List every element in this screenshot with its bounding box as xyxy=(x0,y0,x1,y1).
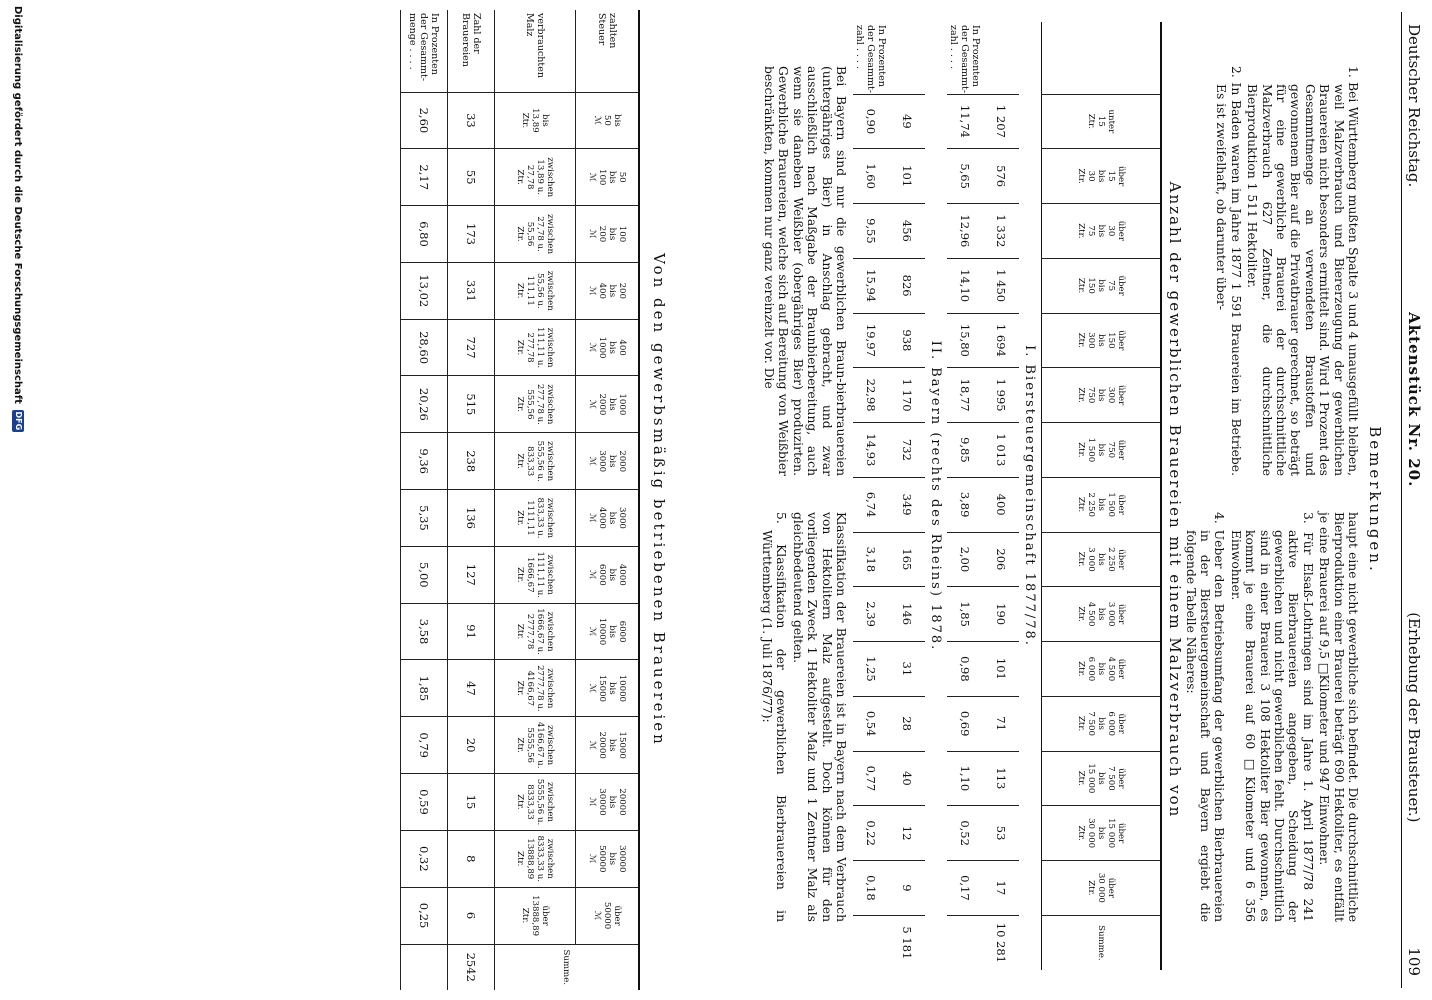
sum-cell-empty xyxy=(401,944,448,990)
table1-section-caption: II. Bayern (rechts des Rheins) 1878. xyxy=(928,340,944,652)
table1-column-header: über 150 bis 300 Ztr. xyxy=(1042,313,1162,368)
table1-column-header: über 15 000 bis 30 000 Ztr. xyxy=(1042,806,1162,861)
footer-text: Digitalisierung gefördert durch die Deutsche Forschungsgemeinschaft xyxy=(12,6,24,404)
remarks-title: Bemerkungen. xyxy=(1366,426,1384,574)
table-cell: 100 bis 200 ℳ xyxy=(576,206,640,263)
table-cell: 113 xyxy=(983,751,1019,806)
table-cell: 5,35 xyxy=(401,490,448,547)
table-cell: 28 xyxy=(889,696,925,751)
table-cell: 0,17 xyxy=(947,861,983,916)
row-label: zahlten Steuer xyxy=(596,13,618,49)
table-cell: 515 xyxy=(448,376,495,433)
header-center: Aktenstück Nr. 20. xyxy=(1405,312,1423,488)
row-label: In Prozenten der Gesammt- zahl . . . . xyxy=(854,25,888,94)
table-cell: 9,55 xyxy=(853,204,889,259)
table-cell: 6000 bis 10000 ℳ xyxy=(576,603,640,660)
table-cell: 14,93 xyxy=(853,423,889,478)
malt-usage-table xyxy=(853,22,1162,970)
table-cell: zwischen 5555,56 u. 8333,33 Ztr. xyxy=(495,774,576,831)
table-cell: 11,74 xyxy=(947,94,983,149)
header-rule xyxy=(1401,12,1402,988)
table-cell: 1,85 xyxy=(947,587,983,642)
table-cell: zwischen 277,78 u. 555,56 Ztr. xyxy=(495,376,576,433)
table-cell: 19,97 xyxy=(853,313,889,368)
table-cell: 18,77 xyxy=(947,368,983,423)
table-cell: 47 xyxy=(448,660,495,717)
table-cell: 13,02 xyxy=(401,262,448,319)
remarks-right-column xyxy=(1181,512,1360,922)
table-cell: zwischen 1666,67 u. 2777,78 Ztr. xyxy=(495,603,576,660)
table-cell: 12,96 xyxy=(947,204,983,259)
table-cell: 1 013 xyxy=(983,423,1019,478)
digitization-footer xyxy=(8,6,28,994)
sum-cell: 2542 xyxy=(448,944,495,990)
table1-column-header: über 30 000 Ztr. xyxy=(1042,861,1162,916)
page-number: 109 xyxy=(1405,947,1423,976)
table-cell: 53 xyxy=(983,806,1019,861)
table-cell: 1 170 xyxy=(889,368,925,423)
table-cell: 12 xyxy=(889,806,925,861)
table-cell: 0,25 xyxy=(401,887,448,944)
table1-column-header: Summe. xyxy=(1042,915,1162,970)
table-cell: 0,59 xyxy=(401,774,448,831)
table-cell: 8 xyxy=(448,830,495,887)
table-cell: 0,90 xyxy=(853,94,889,149)
table-cell: 2,39 xyxy=(853,587,889,642)
table-cell: 91 xyxy=(448,603,495,660)
table-cell: 101 xyxy=(889,149,925,204)
table-cell: 101 xyxy=(983,642,1019,697)
table-cell: 31 xyxy=(889,642,925,697)
table-cell xyxy=(947,915,983,970)
table-cell: über 50000 ℳ xyxy=(576,887,640,944)
table-cell: 15,80 xyxy=(947,313,983,368)
table-cell: 10 281 xyxy=(983,915,1019,970)
table-cell: 15 xyxy=(448,774,495,831)
table-row xyxy=(853,22,889,970)
table-cell: 1,60 xyxy=(853,149,889,204)
table-cell: 14,10 xyxy=(947,258,983,313)
bavaria-text-right xyxy=(758,512,848,922)
table-cell: zwischen 111,11 u. 277,78 Ztr. xyxy=(495,319,576,376)
table-row xyxy=(889,22,925,970)
table1-column-header: unter 15 Ztr. xyxy=(1042,94,1162,149)
table-cell: 30000 bis 50000 ℳ xyxy=(576,830,640,887)
table-cell: 3,18 xyxy=(853,532,889,587)
bavaria-paragraph: Bei Bayern sind nur die gewerblichen Braun-bierbrauereien (untergähriges Bier) in Anschlag gebracht, und zwar ausschließlich nach Maßgabe der Braunbierbereitung, auch wenn sie daneben Weißbier (obergähriges Bier) produzirten. Gewerbliche Brauereien, welche sich auf Bereitung von Weißbier beschränkten, kommen nur ganz vereinzelt vor. Die xyxy=(761,66,848,476)
remarks-left-column xyxy=(1212,66,1360,476)
table-cell: 0,79 xyxy=(401,717,448,774)
table-cell: 190 xyxy=(983,587,1019,642)
table-cell: 1,25 xyxy=(853,642,889,697)
table-cell: 5,00 xyxy=(401,546,448,603)
table-cell: 826 xyxy=(889,258,925,313)
table-cell: 1,10 xyxy=(947,751,983,806)
wuerttemberg-breweries-table xyxy=(400,10,640,990)
table-cell: 17 xyxy=(983,861,1019,916)
remark-item: haupt eine nicht gewerbliche sich befindet. Die durchschnittliche Bierproduktion einer Brauerei beträgt 690 Hektoliter, es entfällt je eine Brauerei auf 9,5 □Kilometer und 947 Einwohner. xyxy=(1317,512,1360,922)
table-cell: 173 xyxy=(448,206,495,263)
table1-column-header: über 30 bis 75 Ztr. xyxy=(1042,204,1162,259)
table-row xyxy=(401,10,448,990)
table1-column-header: über 3 000 bis 4 500 Ztr. xyxy=(1042,587,1162,642)
table-cell: 1000 bis 2000 ℳ xyxy=(576,376,640,433)
table-cell: 0,98 xyxy=(947,642,983,697)
table-cell: 33 xyxy=(448,92,495,149)
table-row xyxy=(448,10,495,990)
table-cell: über 13888,89 Ztr. xyxy=(495,887,576,944)
table-cell: zwischen 833,33 u. 1111,11 Ztr. xyxy=(495,490,576,547)
table-cell: 238 xyxy=(448,433,495,490)
table-cell: 206 xyxy=(983,532,1019,587)
table-cell: 0,32 xyxy=(401,830,448,887)
table-cell: 5,65 xyxy=(947,149,983,204)
table-row xyxy=(983,22,1019,970)
table-cell: 5 181 xyxy=(889,915,925,970)
table-cell: 6 xyxy=(448,887,495,944)
table-cell: zwischen 555,56 u. 833,33 Ztr. xyxy=(495,433,576,490)
table-cell: zwischen 8333,33 u. 13888,89 Ztr. xyxy=(495,830,576,887)
row-label: verbrauchten Malz xyxy=(524,13,546,78)
table1-title: Anzahl der gewerblichen Brauereien mit einem Malzverbrauch von xyxy=(1166,181,1184,819)
dfg-logo: DFG xyxy=(14,411,23,431)
table-cell: 127 xyxy=(448,546,495,603)
table-cell: 2000 bis 3000 ℳ xyxy=(576,433,640,490)
row-label xyxy=(889,22,925,94)
table-cell: 576 xyxy=(983,149,1019,204)
table-cell: 165 xyxy=(889,532,925,587)
table-cell: 4000 bis 6000 ℳ xyxy=(576,546,640,603)
table-cell: 1 995 xyxy=(983,368,1019,423)
table-cell: zwischen 1111,11 u. 1666,67 Ztr. xyxy=(495,546,576,603)
table-cell: 15,94 xyxy=(853,258,889,313)
table-cell: 146 xyxy=(889,587,925,642)
table-cell xyxy=(853,915,889,970)
table-cell: zwischen 55,56 u. 111,11 Ztr. xyxy=(495,262,576,319)
table-cell: 732 xyxy=(889,423,925,478)
table-cell: 2,60 xyxy=(401,92,448,149)
table-row xyxy=(576,10,640,990)
table-cell: 0,18 xyxy=(853,861,889,916)
table-cell: 2,00 xyxy=(947,532,983,587)
table-cell: 0,52 xyxy=(947,806,983,861)
remark-item: 2. In Baden waren im Jahre 1877 1 591 Brauereien im Betriebe. Es ist zweifelhaft, ob darunter über- xyxy=(1214,66,1243,476)
remark-item: 1. Bei Württemberg mußten Spalte 3 und 4 unausgefüllt bleiben, weil Malzverbrauch und Biererzeugung der gewerblichen Brauereien nicht besonders ermittelt sind. Wird 1 Prozent des Gesammtmenge an verwendeten Braustoffen und gewonnenem Bier auf die Privatbrauer gerechnet, so beträgt für eine gewerbliche Brauerei der durchschnittliche Malzverbrauch 627 Zentner, die durchschnittliche Bierproduktion 1 511 Hektoliter. xyxy=(1245,66,1360,476)
table-cell: 0,54 xyxy=(853,696,889,751)
table-cell: 49 xyxy=(889,94,925,149)
bavaria-item: Klassifikation der Brauereien ist in Bayern nach dem Verbrauch von Hektolitern Malz aufgestellt. Doch können für den vorliegenden Zweck 1 Hektoliter Malz und 1 Zentner Malz als gleichbedeutend gelten. xyxy=(790,512,848,922)
table-cell: 727 xyxy=(448,319,495,376)
table-cell: 28,60 xyxy=(401,319,448,376)
table-cell: 20 xyxy=(448,717,495,774)
table-row xyxy=(947,22,983,970)
table2-title: Von den gewerbsmäßig betriebenen Brauereien xyxy=(650,253,668,747)
table-cell: 400 xyxy=(983,477,1019,532)
table-cell: 9,36 xyxy=(401,433,448,490)
table-cell: 331 xyxy=(448,262,495,319)
table-cell: 3,58 xyxy=(401,603,448,660)
table-cell: 3,89 xyxy=(947,477,983,532)
table-cell: 0,22 xyxy=(853,806,889,861)
table-cell: 0,69 xyxy=(947,696,983,751)
table1-label-header xyxy=(1042,22,1162,94)
table-cell: 1 450 xyxy=(983,258,1019,313)
table-cell: 9,85 xyxy=(947,423,983,478)
table-cell: 6,74 xyxy=(853,477,889,532)
remark-item: 4. Ueber den Betriebsumfang der gewerblichen Bierbrauereien in der Biersteuergemeinschaft und Bayern ergiebt die folgende Tabelle Näheres: xyxy=(1183,512,1227,922)
table-cell: 0,77 xyxy=(853,751,889,806)
table1-section-caption: I. Biersteuergemeinschaft 1877/78. xyxy=(1022,345,1038,647)
table-cell: 1 694 xyxy=(983,313,1019,368)
header-left: Deutscher Reichstag. xyxy=(1405,24,1423,188)
sum-header: Summe. xyxy=(495,944,640,990)
bavaria-text-left xyxy=(760,66,848,476)
table1-column-header: über 2 250 bis 3 000 Ztr. xyxy=(1042,532,1162,587)
table-cell: 22,98 xyxy=(853,368,889,423)
table-cell: 938 xyxy=(889,313,925,368)
table-cell: 55 xyxy=(448,149,495,206)
table-cell: 400 bis 1000 ℳ xyxy=(576,319,640,376)
table-cell: zwischen 27,78 u. 55,56 Ztr. xyxy=(495,206,576,263)
table-cell: 71 xyxy=(983,696,1019,751)
table-cell: 136 xyxy=(448,490,495,547)
table-cell: 20,26 xyxy=(401,376,448,433)
table-cell: 9 xyxy=(889,861,925,916)
row-label: Zahl der Brauereien xyxy=(460,13,482,67)
table-cell: 2,17 xyxy=(401,149,448,206)
running-header xyxy=(1402,24,1426,976)
table1-column-header: über 300 bis 750 Ztr. xyxy=(1042,368,1162,423)
table-cell: bis 13,89 Ztr. xyxy=(495,92,576,149)
remark-item: 3. Für Elsaß-Lothringen sind im Jahre 1. April 1877/78 241 aktive Bierbrauereien angegeben, Scheidung der gewerblichen und nicht gewerblichen fehlt. Durchschnittlich sind in einer Brauerei 3 108 Hektoliter Bier gewonnen, es kommt je eine Brauerei auf 60 □Kilometer und 6 356 Einwohner. xyxy=(1228,512,1315,922)
table-cell: 10000 bis 15000 ℳ xyxy=(576,660,640,717)
bavaria-item: 5. Klassifikation der gewerblichen Bierbrauereien in Württemberg (1. Juli 1876/77): xyxy=(759,512,789,922)
table-cell: 1 207 xyxy=(983,94,1019,149)
row-label: In Prozenten der Gesammt- zahl . . . . xyxy=(948,25,982,94)
table1-column-header: über 75 bis 150 Ztr. xyxy=(1042,258,1162,313)
table-cell: zwischen 4166,67 u. 5555,56 Ztr. xyxy=(495,717,576,774)
table1-column-header: über 7 500 bis 15 000 Ztr. xyxy=(1042,751,1162,806)
table-cell: zwischen 13,89 u. 27,78 Ztr. xyxy=(495,149,576,206)
table-cell: 1,85 xyxy=(401,660,448,717)
table-cell: 20000 bis 30000 ℳ xyxy=(576,774,640,831)
row-label: In Prozenten der Gesammt- menge . . . . xyxy=(407,13,441,82)
table1-column-header: über 6 000 bis 7 500 Ztr. xyxy=(1042,696,1162,751)
table1-column-header: über 15 bis 30 Ztr. xyxy=(1042,149,1162,204)
table-cell: 15000 bis 20000 ℳ xyxy=(576,717,640,774)
table-cell: 1 332 xyxy=(983,204,1019,259)
table-row xyxy=(495,10,576,990)
row-label xyxy=(983,22,1019,94)
table-cell: 50 bis 100 ℳ xyxy=(576,149,640,206)
table-cell: bis 50 ℳ xyxy=(576,92,640,149)
table1-column-header: über 4 500 bis 6 000 Ztr. xyxy=(1042,642,1162,697)
table-cell: 3000 bis 4000 ℳ xyxy=(576,490,640,547)
table1-column-header: über 750 bis 1 500 Ztr. xyxy=(1042,423,1162,478)
table-cell: zwischen 2777,78 u. 4166,67 Ztr. xyxy=(495,660,576,717)
table-cell: 40 xyxy=(889,751,925,806)
header-right: (Erhebung der Brausteuer.) xyxy=(1405,612,1423,823)
table-cell: 200 bis 400 ℳ xyxy=(576,262,640,319)
table-cell: 456 xyxy=(889,204,925,259)
table1-column-header: über 1 500 bis 2 250 Ztr. xyxy=(1042,477,1162,532)
table-cell: 349 xyxy=(889,477,925,532)
table-cell: 6,80 xyxy=(401,206,448,263)
